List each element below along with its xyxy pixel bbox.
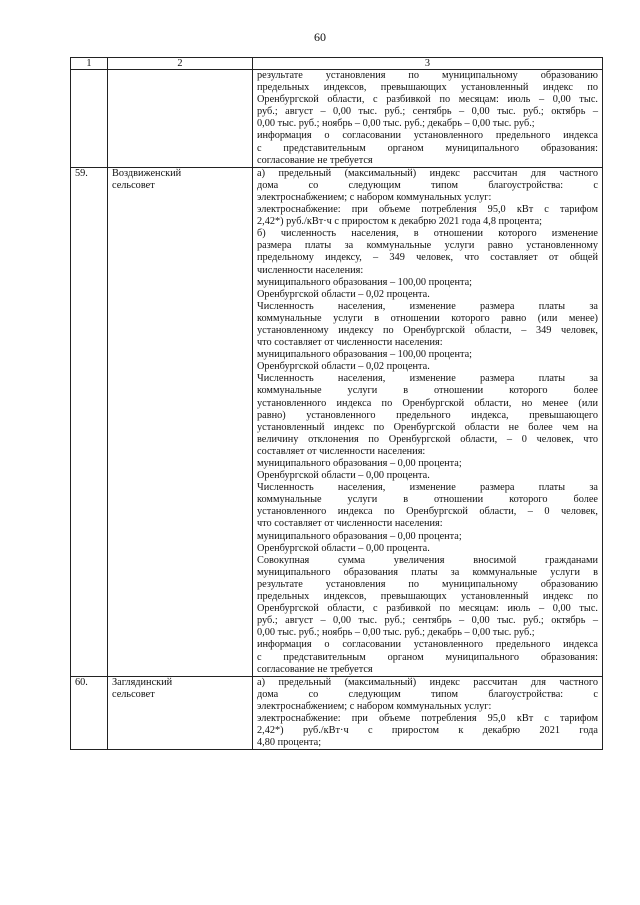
municipality-name	[108, 70, 253, 168]
text-line: 4,80 процента;	[257, 737, 322, 749]
text-line: предельных индексов, превышающих установленный индекс по	[257, 591, 598, 603]
text-line: Оренбургской области, с разбивкой по месяцам: июль – 0,00 тыс.	[257, 603, 598, 615]
text-line: равно) установленного предельного индекса, превышающего	[257, 409, 598, 421]
text-line: электроснабжение: при объеме потребления 95,0 кВт с тарифом	[257, 712, 598, 724]
municipality-name-line: Заглядинский	[112, 676, 173, 688]
page-number: 60	[314, 30, 326, 44]
header-cell-2: 2	[108, 58, 253, 70]
text-line: муниципального образования – 100,00 процента;	[257, 349, 473, 361]
text-line: Оренбургской области, с разбивкой по месяцам: июль – 0,00 тыс.	[257, 94, 598, 106]
text-line: дома со следующим типом благоустройства: с	[257, 688, 598, 700]
table-row	[71, 676, 603, 750]
text-line: 2,42*) руб./кВт·ч с приростом к декабрю 2021 года 4,8 процента;	[257, 216, 542, 228]
text-line: с представительным органом муниципального образования:	[257, 142, 598, 154]
text-line: дома со следующим типом благоустройства: с	[257, 179, 598, 191]
municipality-name-line: Воздвиженский	[112, 167, 182, 179]
text-line: Оренбургской области – 0,02 процента.	[257, 361, 430, 373]
text-line: а) предельный (максимальный) индекс рассчитан для частного	[257, 167, 598, 179]
text-line: результате установления по муниципальному образованию	[257, 70, 598, 81]
text-line: Совокупная сумма увеличения вносимой гражданами	[257, 554, 598, 566]
text-line: муниципального образования платы за коммунальные услуги в	[257, 566, 598, 578]
row-number: 59.	[71, 167, 108, 676]
header-cell-1: 1	[71, 58, 108, 70]
text-line: Численность населения, изменение размера платы за	[257, 300, 598, 312]
text-line: предельному индексу, – 349 человек, что составляет от общей	[257, 252, 598, 264]
table-row	[71, 167, 603, 676]
text-line: руб.; август – 0,00 тыс. руб.; сентябрь – 0,00 тыс. руб.; октябрь –	[257, 106, 598, 118]
text-line: результате установления по муниципальному образованию	[257, 578, 598, 590]
row-number: 60.	[71, 676, 108, 750]
text-line: электроснабжением; с набором коммунальных услуг:	[257, 700, 492, 712]
text-line: муниципального образования – 0,00 процента;	[257, 530, 462, 542]
text-line: составляет от численности населения:	[257, 445, 426, 457]
header-cell-3: 3	[253, 58, 603, 70]
text-line: что составляет от численности населения:	[257, 518, 443, 530]
description-text	[253, 676, 603, 750]
municipality-name	[108, 167, 253, 676]
text-line: муниципального образования – 0,00 процента;	[257, 458, 462, 469]
text-line: Оренбургской области – 0,00 процента.	[257, 542, 430, 554]
text-line: установленный индекс по Оренбургской области не более чем на	[257, 421, 598, 433]
text-line: 2,42*) руб./кВт·ч с приростом к декабрю 2021 года	[257, 725, 598, 737]
text-line: электроснабжение: при объеме потребления 95,0 кВт с тарифом	[257, 204, 598, 216]
text-line: предельных индексов, превышающих установленный индекс по	[257, 82, 598, 94]
text-line: установленному индексу по Оренбургской области, – 349 человек,	[257, 324, 598, 336]
text-line: что составляет от численности населения:	[257, 337, 443, 349]
table-header-row	[71, 58, 603, 70]
text-line: установленного индекса по Оренбургской области, – 0 человек,	[257, 506, 598, 518]
municipality-name	[108, 676, 253, 750]
text-line: величину отклонения по Оренбургской области, – 0 человек, что	[257, 433, 598, 445]
text-line: Численность населения, изменение размера платы за	[257, 373, 598, 385]
text-line: Численность населения, изменение размера платы за	[257, 482, 598, 494]
text-line: б) численность населения, в отношении которого изменение	[257, 228, 598, 240]
text-line: численности населения:	[257, 264, 364, 276]
row-number	[71, 70, 108, 168]
table-row	[71, 70, 603, 168]
description-text	[253, 167, 603, 676]
text-line: коммунальные услуги в отношении которого равно (или менее)	[257, 312, 598, 324]
text-line: размера платы за коммунальные услуги равно установленному	[257, 240, 598, 252]
text-line: муниципального образования – 100,00 процента;	[257, 276, 473, 288]
text-line: а) предельный (максимальный) индекс рассчитан для частного	[257, 676, 598, 688]
text-line: руб.; август – 0,00 тыс. руб.; сентябрь – 0,00 тыс. руб.; октябрь –	[257, 615, 598, 627]
text-line: согласование не требуется	[257, 663, 373, 675]
text-line: коммунальные услуги в отношении которого более	[257, 494, 598, 506]
text-line: Оренбургской области – 0,02 процента.	[257, 288, 430, 300]
text-line: 0,00 тыс. руб.; ноябрь – 0,00 тыс. руб.; декабрь – 0,00 тыс. руб.;	[257, 627, 535, 639]
municipality-name-line: сельсовет	[112, 179, 155, 191]
text-line: согласование не требуется	[257, 154, 373, 166]
document-table	[70, 57, 603, 750]
text-line: 0,00 тыс. руб.; ноябрь – 0,00 тыс. руб.; декабрь – 0,00 тыс. руб.;	[257, 118, 535, 130]
municipality-name-line: сельсовет	[112, 688, 155, 700]
text-line: Оренбургской области – 0,00 процента.	[257, 470, 430, 482]
text-line: установленного индекса по Оренбургской области, но менее (или	[257, 397, 598, 409]
description-text	[253, 70, 603, 168]
text-line: с представительным органом муниципального образования:	[257, 651, 598, 663]
text-line: информация о согласовании установленного предельного индекса	[257, 639, 598, 651]
text-line: электроснабжением; с набором коммунальных услуг:	[257, 191, 492, 203]
text-line: информация о согласовании установленного предельного индекса	[257, 130, 598, 142]
text-line: коммунальные услуги в отношении которого более	[257, 385, 598, 397]
